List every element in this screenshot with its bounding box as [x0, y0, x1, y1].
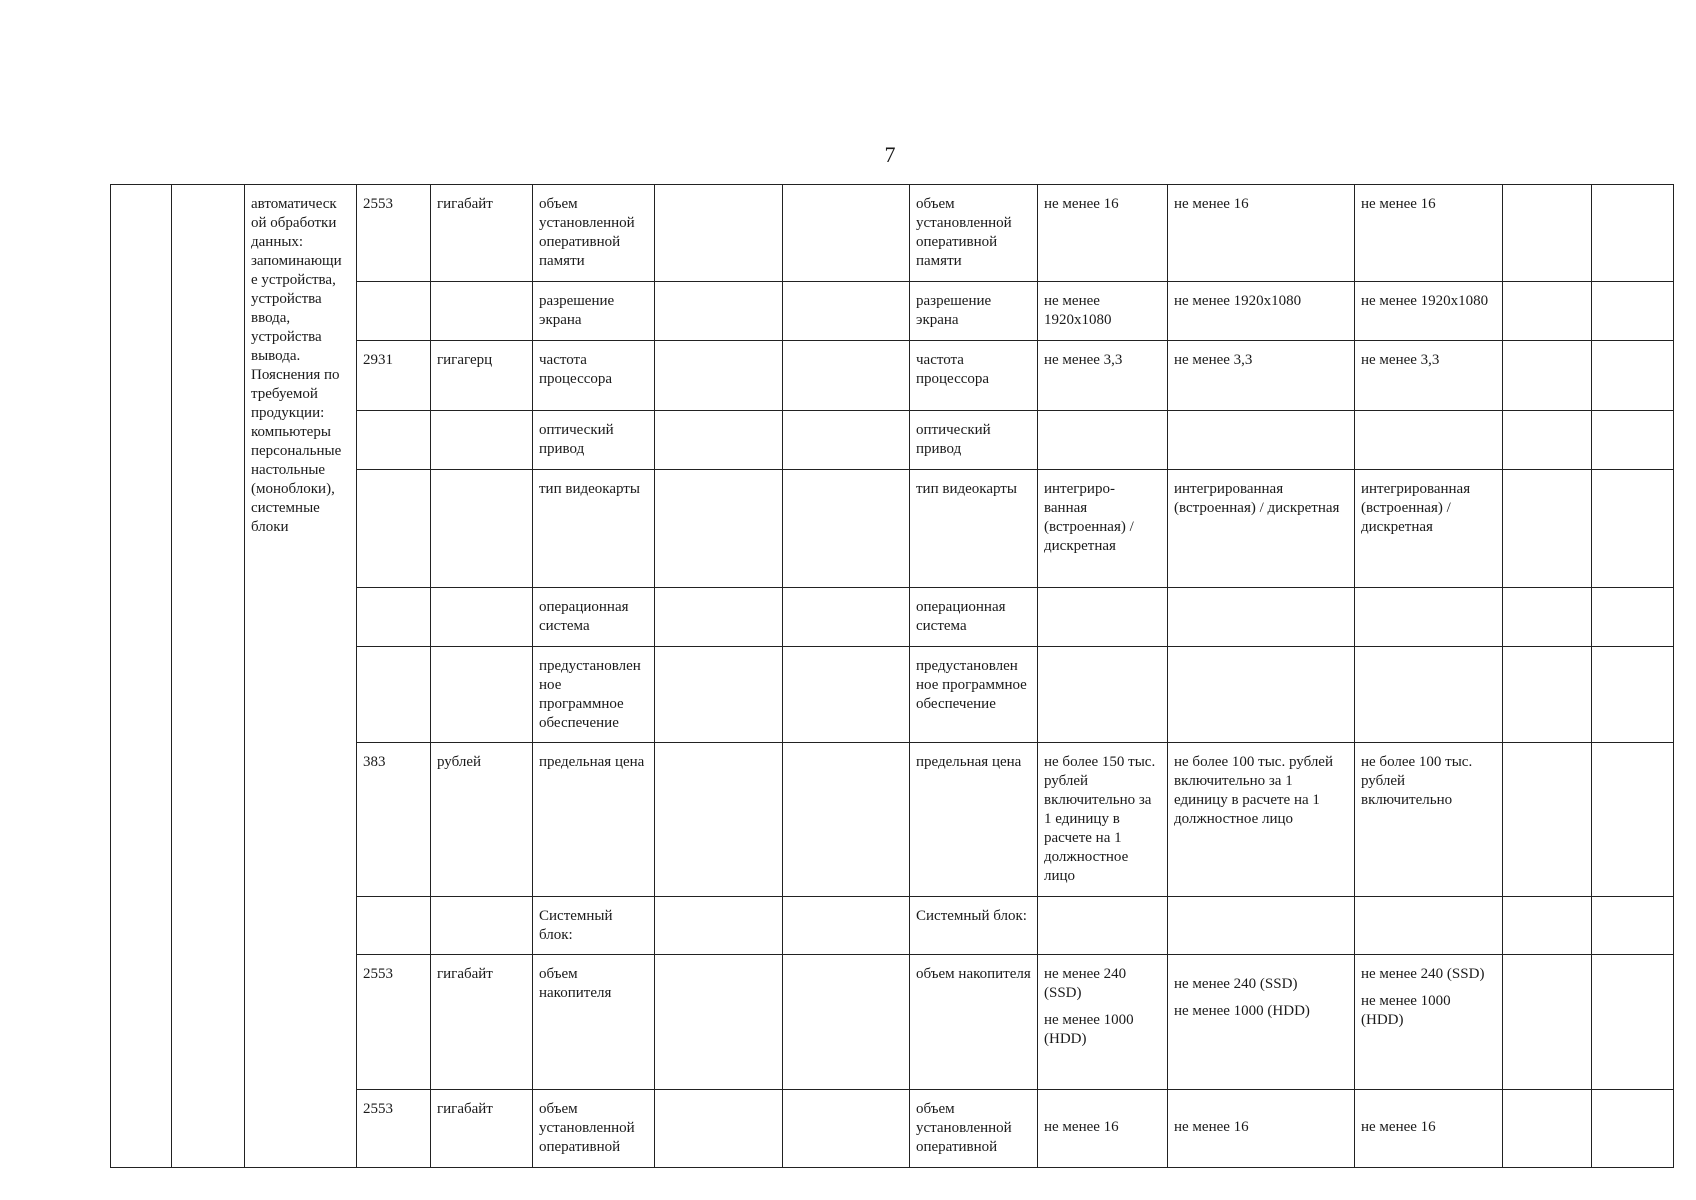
blank-cell — [1592, 185, 1674, 282]
characteristic-cell: Системный блок: — [533, 897, 655, 955]
blank-cell — [655, 1090, 783, 1168]
characteristic-cell: оптический привод — [533, 411, 655, 470]
okei-code-cell — [357, 647, 431, 743]
blank-cell — [783, 411, 910, 470]
okei-code-cell: 2553 — [357, 1090, 431, 1168]
value-cell: не менее 3,3 — [1038, 341, 1168, 411]
characteristic-cell: тип видеокарты — [533, 470, 655, 588]
characteristic-cell: разрешение экрана — [910, 282, 1038, 341]
value-cell: не менее 1920x1080 — [1168, 282, 1355, 341]
blank-cell — [111, 185, 172, 1168]
characteristic-cell: операционная система — [910, 588, 1038, 647]
unit-cell — [431, 897, 533, 955]
value-cell — [1355, 588, 1503, 647]
unit-cell — [431, 470, 533, 588]
value-cell — [1038, 411, 1168, 470]
blank-cell — [655, 470, 783, 588]
characteristic-cell: частота процессора — [533, 341, 655, 411]
value-cell — [1168, 588, 1355, 647]
table-row — [111, 185, 1674, 282]
characteristic-cell: частота процессора — [910, 341, 1038, 411]
blank-cell — [1503, 185, 1592, 282]
okei-code-cell — [357, 588, 431, 647]
value-cell — [1038, 588, 1168, 647]
unit-cell: гигабайт — [431, 185, 533, 282]
blank-cell — [783, 955, 910, 1090]
blank-cell — [783, 470, 910, 588]
blank-cell — [1592, 743, 1674, 897]
blank-cell — [783, 185, 910, 282]
hdd-requirement: не менее 1000 (HDD) — [1174, 1003, 1310, 1019]
value-cell — [1168, 647, 1355, 743]
blank-cell — [1592, 897, 1674, 955]
ssd-requirement: не менее 240 (SSD) — [1044, 966, 1127, 1001]
blank-cell — [1503, 470, 1592, 588]
value-cell: интегрированная (встроенная) / дискретная — [1355, 470, 1503, 588]
characteristic-cell: объем установленной оперативной — [533, 1090, 655, 1168]
blank-cell — [655, 647, 783, 743]
value-cell: не менее 3,3 — [1168, 341, 1355, 411]
value-cell: не более 100 тыс. рублей включительно — [1355, 743, 1503, 897]
unit-cell: гигабайт — [431, 955, 533, 1090]
ssd-requirement: не менее 240 (SSD) — [1361, 966, 1485, 982]
value-cell: не менее 16 — [1038, 1090, 1168, 1168]
blank-cell — [1592, 1090, 1674, 1168]
value-cell — [1355, 955, 1503, 1090]
blank-cell — [783, 743, 910, 897]
value-cell: не более 100 тыс. рублей включительно за 1 единицу в расчете на 1 должностное лицо — [1168, 743, 1355, 897]
characteristic-cell: объем накопителя — [533, 955, 655, 1090]
value-cell: не менее 3,3 — [1355, 341, 1503, 411]
characteristic-cell: объем установленной оперативной памяти — [533, 185, 655, 282]
unit-cell: гигагерц — [431, 341, 533, 411]
value-cell — [1168, 411, 1355, 470]
blank-cell — [655, 588, 783, 647]
blank-cell — [1592, 955, 1674, 1090]
value-cell: не менее 16 — [1038, 185, 1168, 282]
blank-cell — [172, 185, 245, 1168]
unit-cell — [431, 282, 533, 341]
characteristic-cell: тип видеокарты — [910, 470, 1038, 588]
blank-cell — [655, 955, 783, 1090]
okei-code-cell — [357, 411, 431, 470]
value-cell — [1168, 897, 1355, 955]
value-cell — [1038, 647, 1168, 743]
okei-code-cell — [357, 470, 431, 588]
okei-code-cell: 2931 — [357, 341, 431, 411]
characteristic-cell: предустановлен ное программное обеспечение — [910, 647, 1038, 743]
blank-cell — [1503, 1090, 1592, 1168]
blank-cell — [1592, 411, 1674, 470]
value-cell — [1168, 955, 1355, 1090]
okei-code-cell — [357, 897, 431, 955]
blank-cell — [1592, 282, 1674, 341]
characteristic-cell: объем установленной оперативной — [910, 1090, 1038, 1168]
value-cell — [1038, 897, 1168, 955]
blank-cell — [1503, 955, 1592, 1090]
value-cell: не менее 16 — [1355, 185, 1503, 282]
blank-cell — [1503, 647, 1592, 743]
blank-cell — [783, 647, 910, 743]
blank-cell — [1503, 411, 1592, 470]
blank-cell — [783, 282, 910, 341]
blank-cell — [655, 185, 783, 282]
blank-cell — [783, 341, 910, 411]
blank-cell — [1592, 341, 1674, 411]
characteristic-cell: разрешение экрана — [533, 282, 655, 341]
characteristic-cell: предустановлен ное программное обеспечение — [533, 647, 655, 743]
blank-cell — [1503, 897, 1592, 955]
blank-cell — [783, 588, 910, 647]
hdd-requirement: не менее 1000 (HDD) — [1044, 1012, 1134, 1047]
okei-code-cell: 383 — [357, 743, 431, 897]
value-cell: не менее 1920x1080 — [1038, 282, 1168, 341]
blank-cell — [655, 341, 783, 411]
blank-cell — [1503, 341, 1592, 411]
blank-cell — [783, 897, 910, 955]
blank-cell — [1503, 282, 1592, 341]
value-cell: не более 150 тыс. рублей включительно за 1 единицу в расчете на 1 должностное лицо — [1038, 743, 1168, 897]
unit-cell: рублей — [431, 743, 533, 897]
product-name-cell: автоматическ ой обработки данных: запоминающи е устройства, устройства ввода, устройства вывода. Пояснения по требуемой продукции: компьютеры персональные настольные (моноблоки), системные блоки — [245, 185, 357, 1168]
value-cell: интегрированная (встроенная) / дискретная — [1168, 470, 1355, 588]
specification-table — [110, 184, 1674, 1168]
value-cell: интегриро- ванная (встроенная) / дискретная — [1038, 470, 1168, 588]
value-cell: не менее 16 — [1355, 1090, 1503, 1168]
blank-cell — [1503, 588, 1592, 647]
okei-code-cell: 2553 — [357, 955, 431, 1090]
hdd-requirement: не менее 1000 (HDD) — [1361, 993, 1451, 1028]
value-cell — [1355, 897, 1503, 955]
okei-code-cell: 2553 — [357, 185, 431, 282]
blank-cell — [655, 282, 783, 341]
blank-cell — [655, 897, 783, 955]
characteristic-cell: операционная система — [533, 588, 655, 647]
blank-cell — [783, 1090, 910, 1168]
value-cell: не менее 1920x1080 — [1355, 282, 1503, 341]
characteristic-cell: объем установленной оперативной памяти — [910, 185, 1038, 282]
characteristic-cell: Системный блок: — [910, 897, 1038, 955]
value-cell — [1355, 411, 1503, 470]
characteristic-cell: объем накопителя — [910, 955, 1038, 1090]
okei-code-cell — [357, 282, 431, 341]
blank-cell — [1592, 647, 1674, 743]
unit-cell — [431, 647, 533, 743]
page-number: 7 — [884, 142, 896, 167]
value-cell — [1038, 955, 1168, 1090]
unit-cell — [431, 588, 533, 647]
value-cell: не менее 16 — [1168, 1090, 1355, 1168]
blank-cell — [1592, 470, 1674, 588]
unit-cell — [431, 411, 533, 470]
characteristic-cell: оптический привод — [910, 411, 1038, 470]
value-cell — [1355, 647, 1503, 743]
characteristic-cell: предельная цена — [533, 743, 655, 897]
characteristic-cell: предельная цена — [910, 743, 1038, 897]
unit-cell: гигабайт — [431, 1090, 533, 1168]
blank-cell — [1503, 743, 1592, 897]
blank-cell — [655, 743, 783, 897]
blank-cell — [655, 411, 783, 470]
ssd-requirement: не менее 240 (SSD) — [1174, 976, 1298, 992]
blank-cell — [1592, 588, 1674, 647]
value-cell: не менее 16 — [1168, 185, 1355, 282]
